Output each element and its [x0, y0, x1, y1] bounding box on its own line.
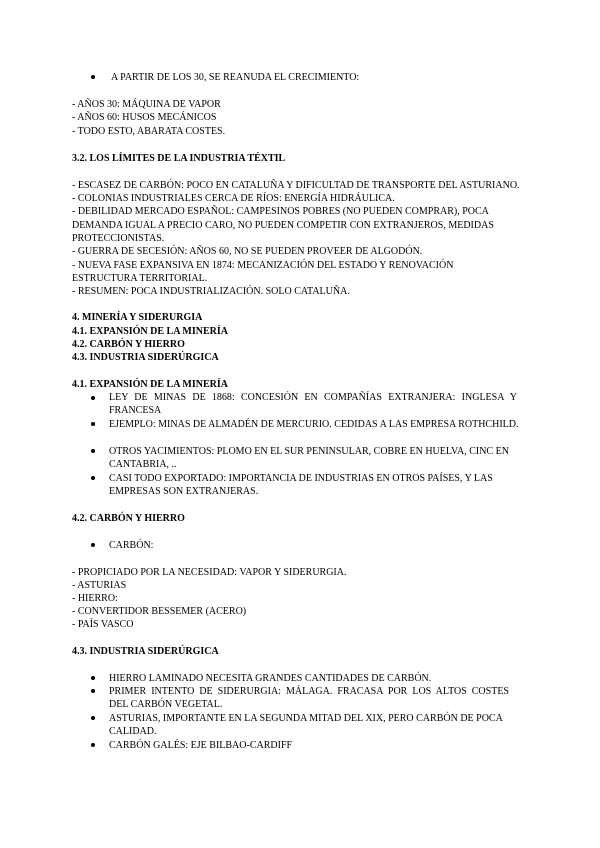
coal-item: - CONVERTIDOR BESSEMER (ACERO)	[72, 605, 247, 617]
bullet-icon	[91, 75, 95, 79]
steel-bullet-line: ASTURIAS, IMPORTANTE EN LA SEGUNDA MITAD DEL XIX, PERO CARBÓN DE POCA	[109, 712, 503, 724]
bullet-icon	[91, 689, 95, 693]
limits-line: - ESCASEZ DE CARBÓN: POCO EN CATALUÑA Y DIFICULTAD DE TRANSPORTE DEL ASTURIANO.	[72, 179, 520, 191]
limits-line: - GUERRA DE SECESIÓN: AÑOS 60, NO SE PUEDEN PROVEER DE ALGODÓN.	[72, 246, 423, 257]
bullet-icon	[91, 396, 95, 400]
section-heading-4: 4. MINERÍA Y SIDERURGIA	[72, 312, 203, 323]
limits-line: PROTECCIONISTAS.	[72, 232, 165, 244]
intro-item: - AÑOS 60: HUSOS MECÁNICOS	[72, 112, 217, 123]
section-heading-4-2: 4.2. CARBÓN Y HIERRO	[72, 512, 185, 524]
expansion-bullet-line: OTROS YACIMIENTOS: PLOMO EN EL SUR PENINSULAR, COBRE EN HUELVA, CINC EN	[109, 445, 509, 457]
intro-item: - TODO ESTO, ABARATA COSTES.	[72, 125, 226, 137]
limits-line: - RESUMEN: POCA INDUSTRIALIZACIÓN. SOLO CATALUÑA.	[72, 286, 350, 297]
expansion-bullet-line: EMPRESAS SON EXTRANJERAS.	[109, 485, 259, 497]
steel-bullet-line: CARBÓN GALÉS: EJE BILBAO-CARDIFF	[109, 739, 293, 751]
steel-bullet-line: PRIMER INTENTO DE SIDERURGIA: MÁLAGA. FRACASA POR LOS ALTOS COSTES	[109, 685, 509, 697]
bullet-icon	[91, 449, 95, 453]
coal-item: - PAÍS VASCO	[72, 618, 134, 630]
limits-line: - COLONIAS INDUSTRIALES CERCA DE RÍOS: ENERGÍA HIDRÁULICA.	[72, 192, 395, 204]
toc-item: 4.1. EXPANSIÓN DE LA MINERÍA	[72, 325, 228, 337]
section-heading-3-2: 3.2. LOS LÍMITES DE LA INDUSTRIA TÉXTIL	[72, 152, 286, 164]
bullet-icon	[91, 422, 95, 426]
intro-bullet-text: A PARTIR DE LOS 30, SE REANUDA EL CRECIMIENTO:	[111, 71, 360, 83]
expansion-bullet-line: CASI TODO EXPORTADO: IMPORTANCIA DE INDUSTRIAS EN OTROS PAÍSES, Y LAS	[109, 472, 493, 484]
coal-item: - HIERRO:	[72, 592, 118, 604]
section-heading-4-3: 4.3. INDUSTRIA SIDERÚRGICA	[72, 645, 219, 657]
steel-bullet-line: HIERRO LAMINADO NECESITA GRANDES CANTIDADES DE CARBÓN.	[109, 672, 432, 684]
expansion-bullet-line: EJEMPLO: MINAS DE ALMADÉN DE MERCURIO. CEDIDAS A LAS EMPRESA ROTHCHILD.	[109, 418, 519, 430]
coal-bullet-text: CARBÓN:	[109, 539, 154, 551]
steel-bullet-line: CALIDAD.	[109, 725, 157, 737]
section-heading-4-1: 4.1. EXPANSIÓN DE LA MINERÍA	[72, 378, 228, 390]
limits-line: DEMANDA IGUAL A PRECIO CARO, NO PUEDEN COMPETIR CON EXTRANJEROS, MEDIDAS	[72, 219, 494, 231]
steel-bullet-line: DEL CARBÓN VEGETAL.	[109, 698, 223, 710]
bullet-icon	[91, 476, 95, 480]
expansion-bullet-line: LEY DE MINAS DE 1868: CONCESIÓN EN COMPAÑÍAS EXTRANJERA: INGLESA Y	[109, 392, 517, 403]
coal-item: - ASTURIAS	[72, 579, 127, 591]
bullet-icon	[91, 743, 95, 747]
bullet-icon	[91, 676, 95, 680]
limits-line: ESTRUCTURA TERRITORIAL.	[72, 272, 208, 284]
expansion-bullet-line: CANTABRIA, ..	[109, 458, 177, 470]
coal-item: - PROPICIADO POR LA NECESIDAD: VAPOR Y SIDERURGIA.	[72, 566, 347, 578]
bullet-icon	[91, 716, 95, 720]
limits-line: - NUEVA FASE EXPANSIVA EN 1874: MECANIZACIÓN DEL ESTADO Y RENOVACIÓN	[72, 259, 454, 271]
toc-item: 4.2. CARBÓN Y HIERRO	[72, 338, 185, 350]
bullet-icon	[91, 543, 95, 547]
expansion-bullet-line: FRANCESA	[109, 405, 162, 416]
intro-item: - AÑOS 30: MÁQUINA DE VAPOR	[72, 98, 221, 110]
limits-line: - DEBILIDAD MERCADO ESPAÑOL: CAMPESINOS POBRES (NO PUEDEN COMPRAR), POCA	[72, 206, 489, 217]
toc-item: 4.3. INDUSTRIA SIDERÚRGICA	[72, 352, 219, 363]
